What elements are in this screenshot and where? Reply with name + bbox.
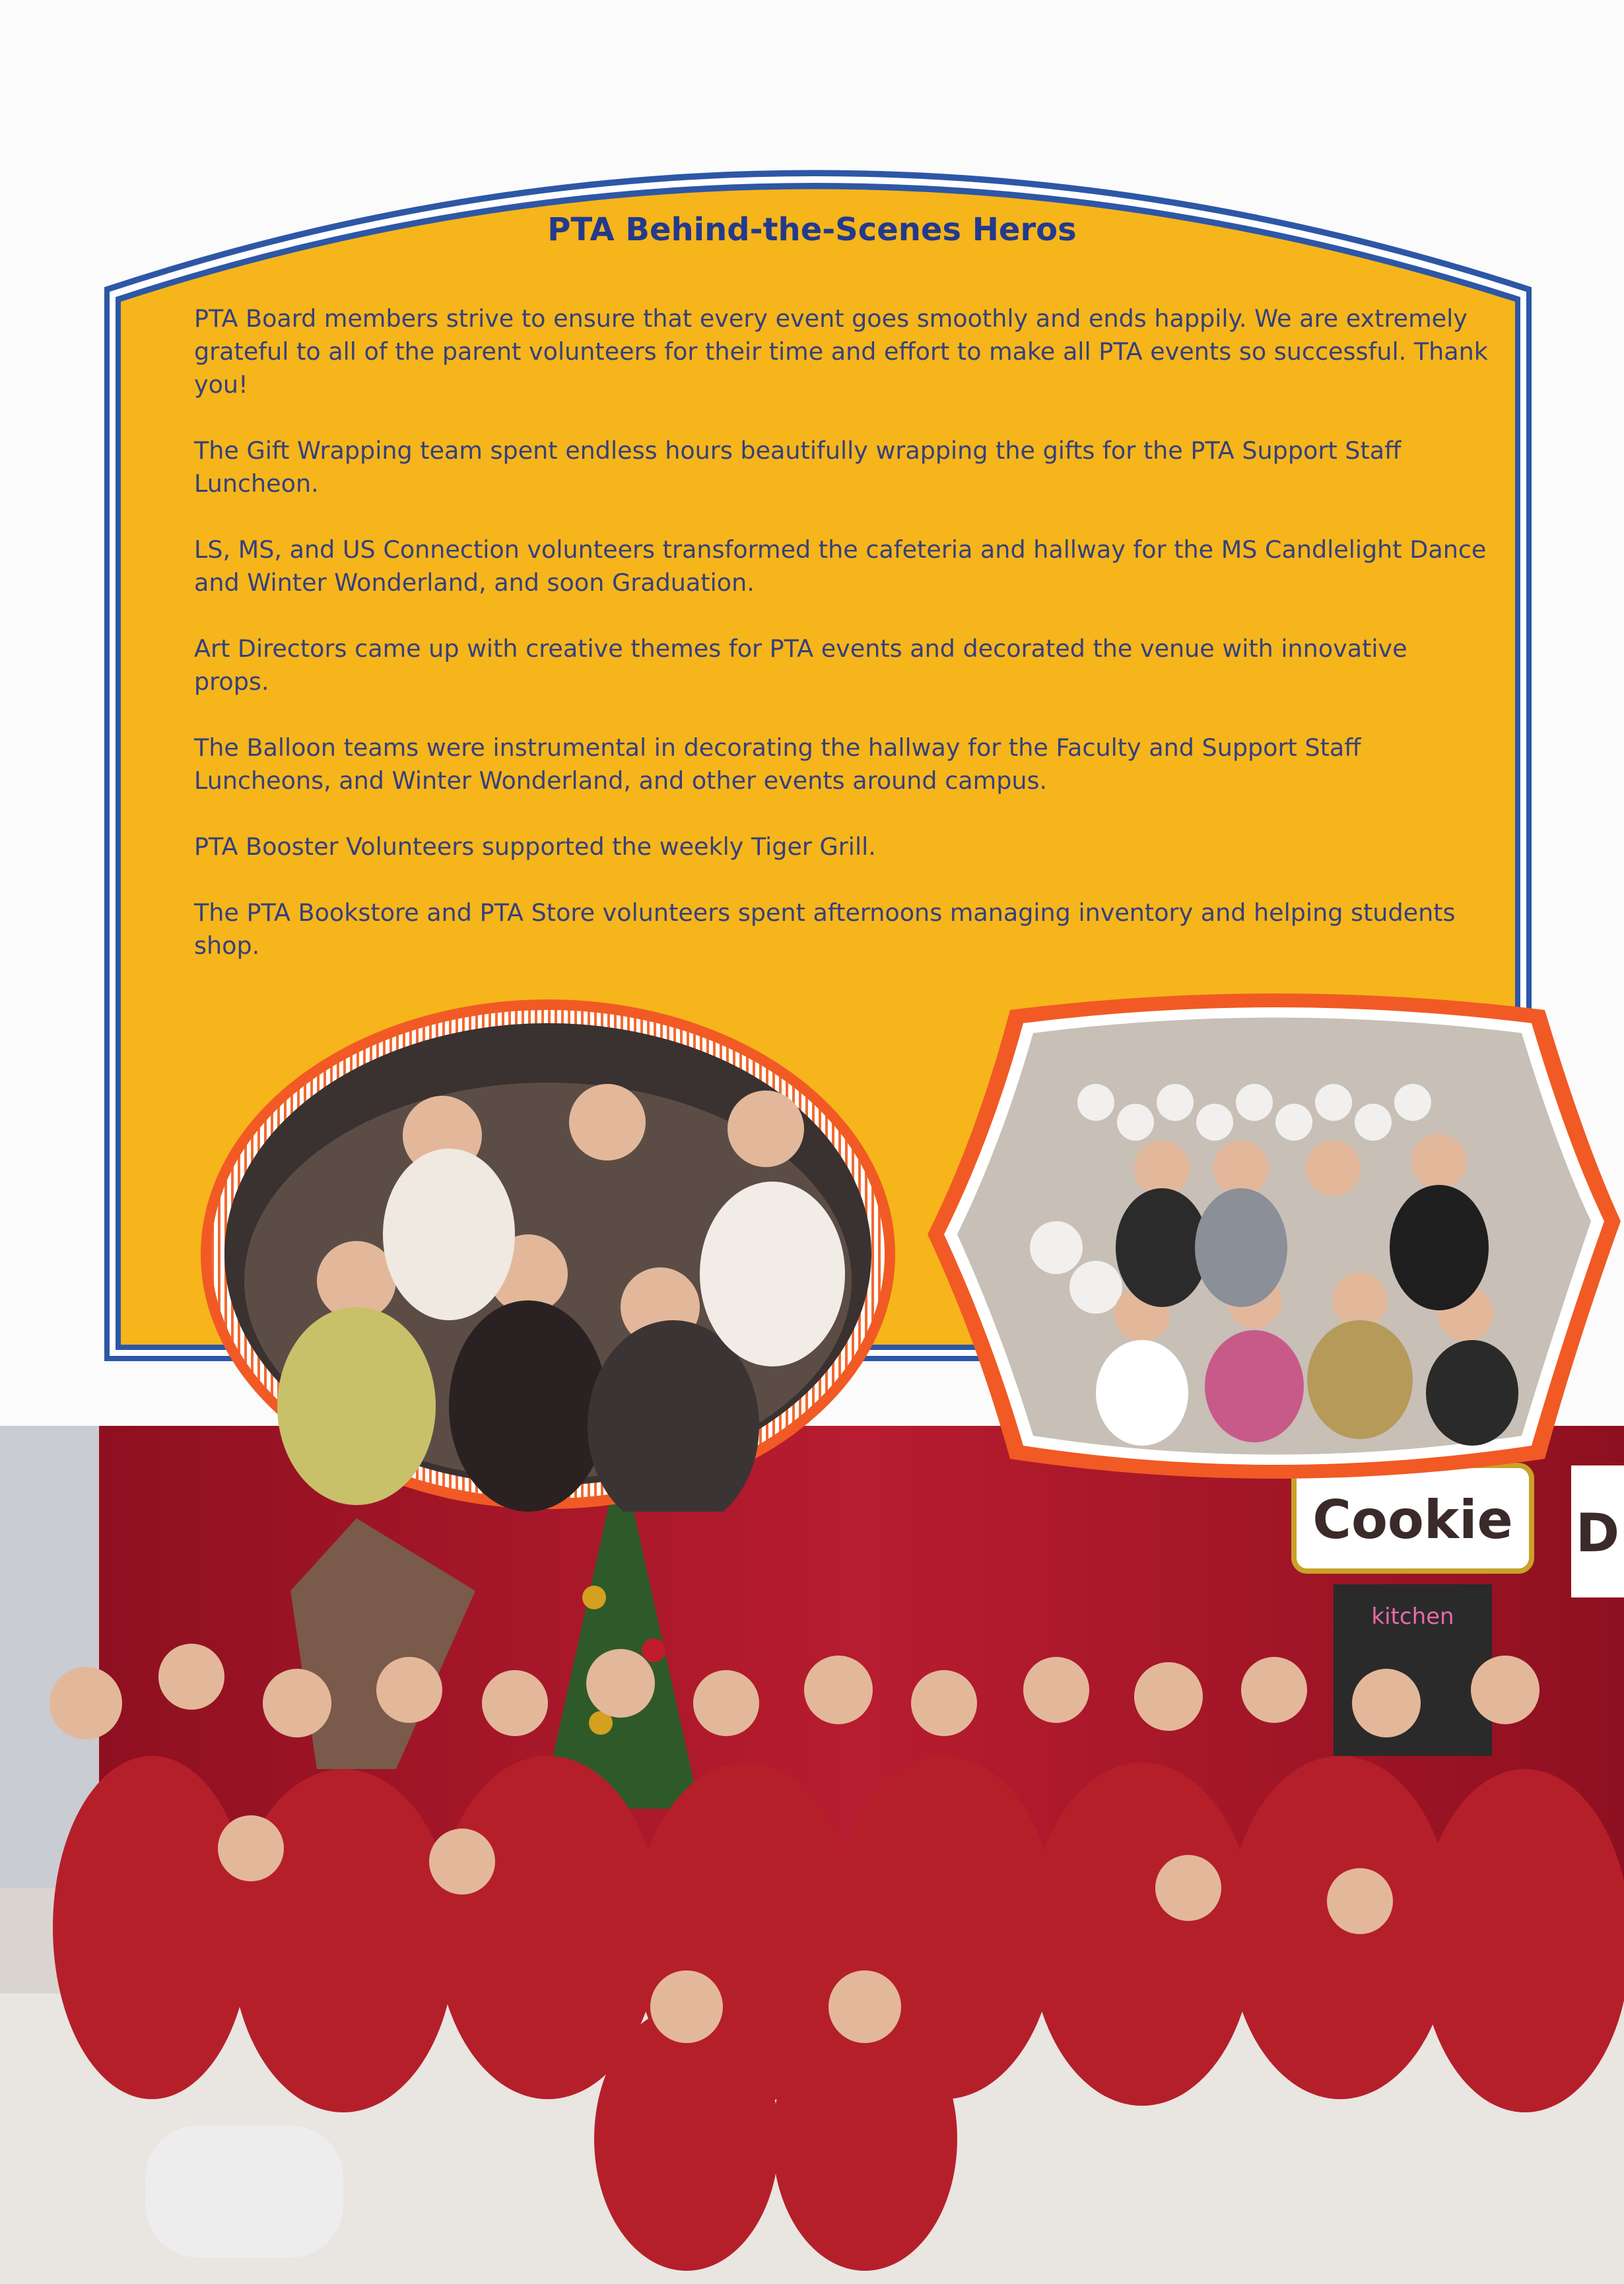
paragraph-gift-wrapping: The Gift Wrapping team spent endless hours beautifully wrapping the gifts for the PTA Support Staff Luncheon. (194, 436, 1402, 498)
board-members-oval-photo (198, 997, 898, 1512)
paragraph-bookstore-volunteers: The PTA Bookstore and PTA Store volunteers spent afternoons managing inventory and helping students shop. (194, 898, 1456, 960)
paragraph-balloon-teams: The Balloon teams were instrumental in decorating the hallway for the Faculty and Support Staff Luncheons, and Winter Wonderland, and other events around campus. (194, 733, 1361, 795)
cookie-sign-text: Cookie (1312, 1489, 1513, 1551)
paragraph-intro: PTA Board members strive to ensure that every event goes smoothly and ends happily. We are extremely grateful to all of the parent volunteers for their time and effort to make all PTA events so successful. Thank you! (194, 304, 1488, 399)
page-title: PTA Behind-the-Scenes Heros (547, 211, 1077, 248)
group-photo (0, 1426, 1624, 2284)
paragraph-connection-volunteers: LS, MS, and US Connection volunteers transformed the cafeteria and hallway for the MS Candlelight Dance and Winter Wonderland, and soon Graduation. (194, 535, 1487, 597)
side-sign-letter: D (1575, 1502, 1620, 1564)
balloon-team-star-photo (924, 970, 1624, 1498)
kitchen-sign-text: kitchen (1371, 1603, 1454, 1630)
paragraph-booster-volunteers: PTA Booster Volunteers supported the weekly Tiger Grill. (194, 832, 876, 861)
paragraph-art-directors: Art Directors came up with creative themes for PTA events and decorated the venue with innovative props. (194, 634, 1407, 696)
